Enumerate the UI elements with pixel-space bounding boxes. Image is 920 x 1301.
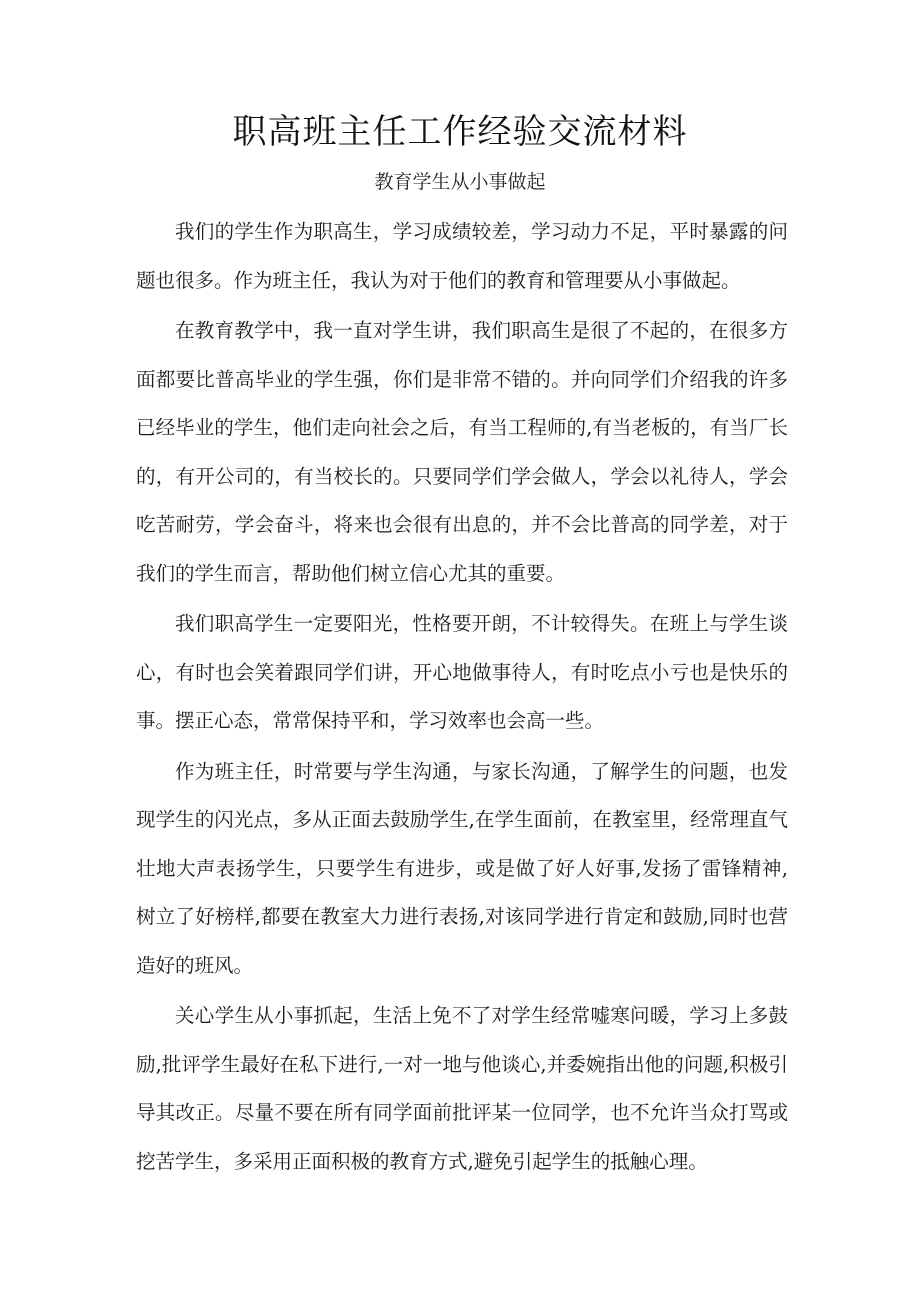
page-subtitle: 教育学生从小事做起 <box>374 171 546 193</box>
document-body <box>136 208 788 1188</box>
paragraph-5: 关心学生从小事抓起，生活上免不了对学生经常嘘寒问暖，学习上多鼓励,批评学生最好在私下进行,一对一地与他谈心,并委婉指出他的问题,积极引导其改正。尽量不要在所有同学面前批评某一位同学，也不允许当众打骂或挖苦学生，多采用正面积极的教育方式,避免引起学生的抵触心理。 <box>136 1004 788 1173</box>
paragraph-1: 我们的学生作为职高生，学习成绩较差，学习动力不足，平时暴露的问题也很多。作为班主任，我认为对于他们的教育和管理要从小事做起。 <box>136 220 788 292</box>
paragraph-2: 在教育教学中，我一直对学生讲，我们职高生是很了不起的，在很多方面都要比普高毕业的学生强，你们是非常不错的。并向同学们介绍我的许多已经毕业的学生，他们走向社会之后，有当工程师的,有当老板的，有当厂长的，有开公司的，有当校长的。只要同学们学会做人，学会以礼待人，学会吃苦耐劳，学会奋斗，将来也会很有出息的，并不会比普高的同学差，对于我们的学生而言，帮助他们树立信心尤其的重要。 <box>136 319 788 585</box>
paragraph-3: 我们职高学生一定要阳光，性格要开朗，不计较得失。在班上与学生谈心，有时也会笑着跟同学们讲，开心地做事待人，有时吃点小亏也是快乐的事。摆正心态，常常保持平和，学习效率也会高一些。 <box>136 612 788 732</box>
page-title: 职高班主任工作经验交流材料 <box>232 112 688 152</box>
paragraph-4: 作为班主任，时常要与学生沟通，与家长沟通，了解学生的问题，也发现学生的闪光点，多从正面去鼓励学生,在学生面前，在教室里，经常理直气壮地大声表扬学生，只要学生有进步，或是做了好人好事,发扬了雷锋精神,树立了好榜样,都要在教室大力进行表扬,对该同学进行肯定和鼓励,同时也营造好的班风。 <box>136 759 788 977</box>
